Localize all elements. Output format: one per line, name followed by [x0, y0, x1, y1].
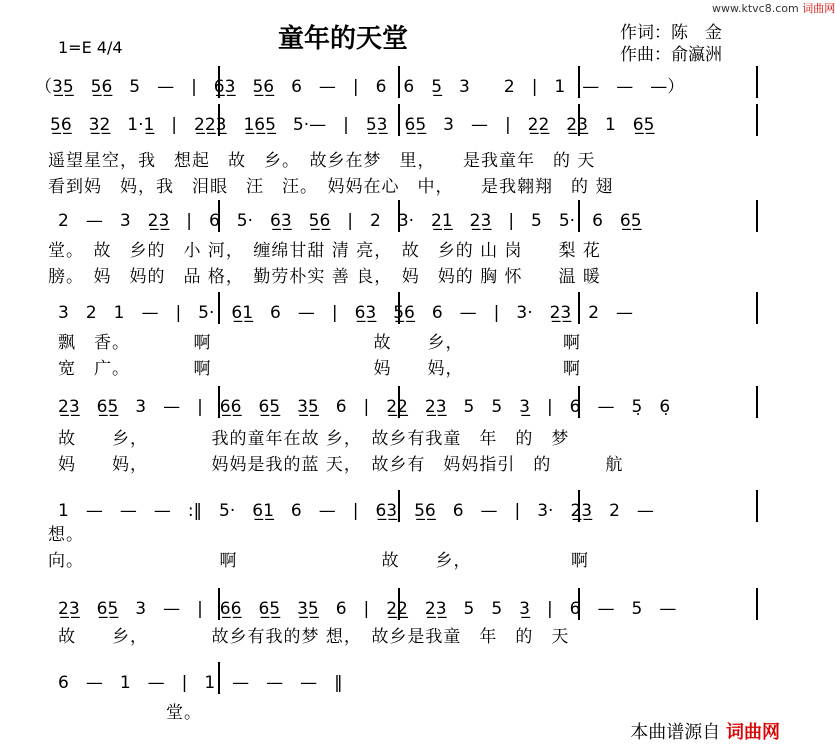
lyrics-row-3-verse-1: 堂。 故 乡的 小 河， 缠绵甘甜 清 亮， 故 乡的 山 岗 梨 花 — [48, 241, 601, 261]
footer-site-name: 词曲网 — [726, 722, 780, 743]
source-footer — [630, 718, 780, 744]
notes-row-4: 3 2 1 — | 5· 6̲1̲ 6 — | 6̲3̲ 5̲6̲ 6 — | 3· 2̲3̲ 2 — — [58, 303, 634, 323]
notes-row-1: （3̲5̲ 5̲6̲ 5 — | 6̲3̲ 5̲6̲ 6 — | 6 6 5̲ 3 2 | 1 — — —） — [35, 77, 685, 97]
notes-row-2: 5̲6̲ 3̲2̲ 1·1̲ | 2̲2̲3̲ 1̲6̲5̲ 5·— | 5̲3̲ 6̲5̲ 3 — | 2̲2̲ 2̲3̲ 1 6̲5̲ — [50, 115, 655, 135]
footer-text: 本曲谱源自 — [630, 722, 721, 743]
site-url — [712, 0, 835, 16]
lyrics-row-6-verse-2: 向。 啊 故 乡， 啊 — [48, 551, 589, 571]
lyrics-row-6-verse-1: 想。 — [48, 525, 84, 545]
lyrics-row-4-verse-1: 飘 香。 啊 故 乡， 啊 — [58, 333, 581, 353]
lyrics-row-4-verse-2: 宽 广。 啊 妈 妈， 啊 — [58, 359, 581, 379]
notes-row-7: 2̲3̲ 6̲5̲ 3 — | 6̲6̲ 6̲5̲ 3̲5̲ 6 | 2̲2̲ 2̲3̲ 5 5 3̲ | 6 — 5 — — [58, 599, 677, 619]
lyrics-row-5-verse-2: 妈 妈， 妈妈是我的蓝 天， 故乡有 妈妈指引 的 航 — [58, 455, 624, 475]
page-title: 童年的天堂 — [278, 24, 409, 54]
notes-row-8: 6 — 1 — | 1 — — — ‖ — [58, 673, 343, 693]
lyrics-row-2-verse-1: 遥望星空，我 想起 故 乡。 故乡在梦 里， 是我童年 的 天 — [48, 151, 596, 171]
lyricist-credit: 作词：陈 金 — [620, 23, 722, 43]
lyrics-row-3-verse-2: 膀。 妈 妈的 品 格， 勤劳朴实 善 良， 妈 妈的 胸 怀 温 暖 — [48, 267, 601, 287]
notes-row-6: 1 — — — :‖ 5· 6̲1̲ 6 — | 6̲3̲ 5̲6̲ 6 — | 3· 2̲3̲ 2 — — [58, 501, 654, 521]
lyrics-row-7-verse-1: 故 乡， 故乡有我的梦 想， 故乡是我童 年 的 天 — [58, 627, 570, 647]
notes-row-5: 2̲3̲ 6̲5̲ 3 — | 6̲6̲ 6̲5̲ 3̲5̲ 6 | 2̲2̲ 2̲3̲ 5 5 3̲ | 6 — 5̣ 6̣ — [58, 397, 671, 417]
notes-row-3: 2 — 3 2̲3̲ | 6 5· 6̲3̲ 5̲6̲ | 2 3· 2̲1̲ 2̲3̲ | 5 5· 6 6̲5̲ — [58, 211, 642, 231]
site-url-name: 词曲网 — [802, 2, 835, 15]
composer-credit: 作曲：俞瀛洲 — [620, 45, 722, 65]
lyrics-row-2-verse-2: 看到妈 妈，我 泪眼 汪 汪。 妈妈在心 中， 是我翱翔 的 翅 — [48, 177, 614, 197]
key-signature: 1=E 4/4 — [58, 38, 123, 57]
lyrics-row-8-verse-1: 堂。 — [58, 703, 202, 723]
site-url-text: www.ktvc8.com — [712, 2, 799, 15]
lyrics-row-5-verse-1: 故 乡， 我的童年在故 乡， 故乡有我童 年 的 梦 — [58, 429, 570, 449]
